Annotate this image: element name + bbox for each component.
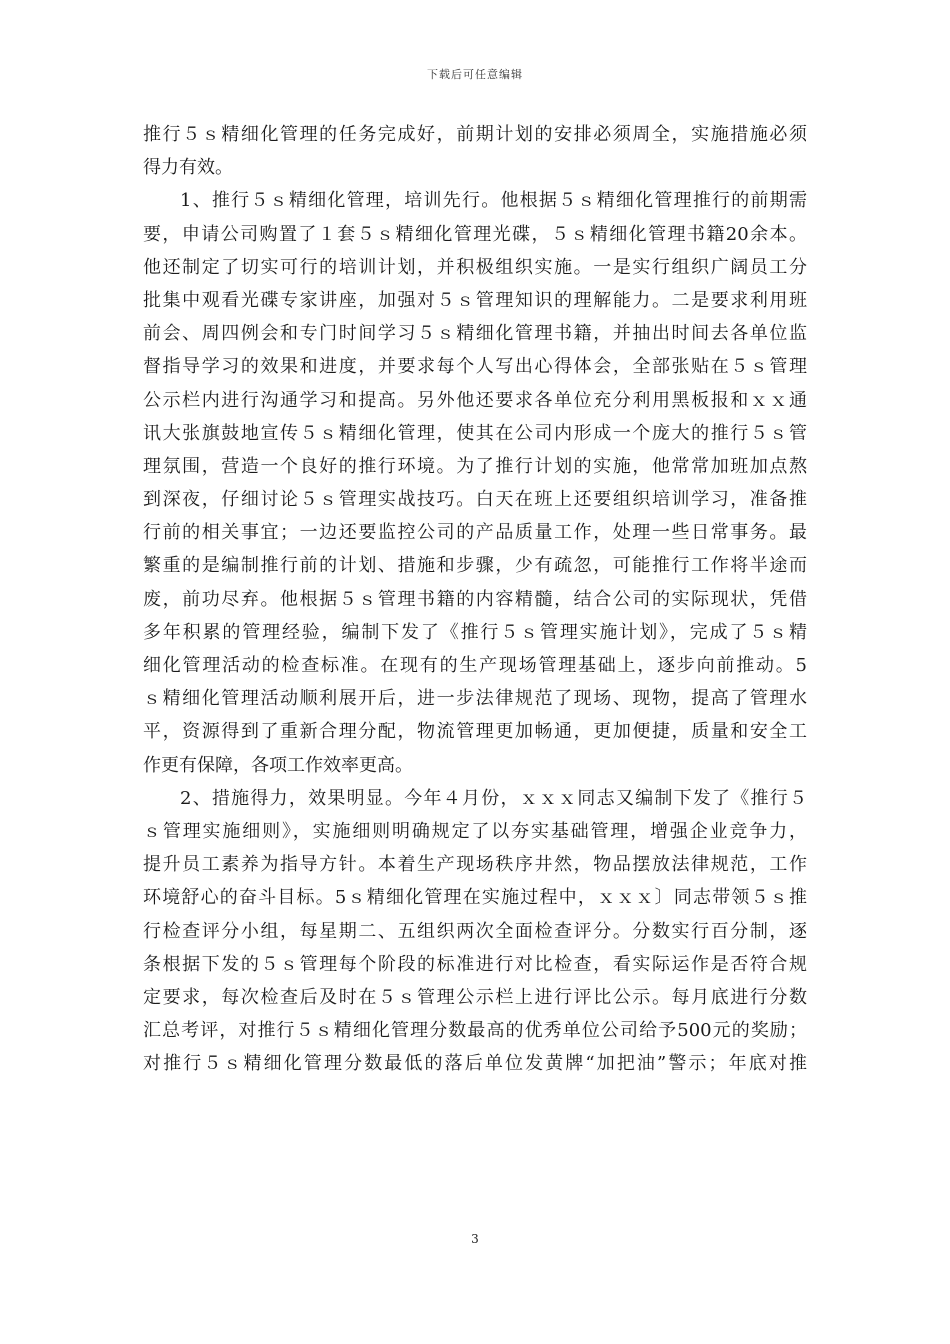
paragraph	[143, 118, 807, 184]
text-line: 平，资源得到了重新合理分配，物流管理更加畅通，更加便捷，质量和安全工	[143, 721, 807, 743]
text-line: 到深夜，仔细讨论５ｓ管理实战技巧。白天在班上还要组织培训学习，准备推	[143, 489, 807, 511]
page-number: 3	[471, 1232, 479, 1246]
text-line: 讯大张旗鼓地宣传５ｓ精细化管理，使其在公司内形成一个庞大的推行５ｓ管	[143, 422, 807, 444]
text-line: 作更有保障，各项工作效率更高。	[143, 754, 413, 776]
text-line: 公示栏内进行沟通学习和提高。另外他还要求各单位充分利用黑板报和ｘｘ通	[143, 389, 807, 411]
text-line: 前会、周四例会和专门时间学习５ｓ精细化管理书籍，并抽出时间去各单位监	[143, 323, 807, 345]
text-line: 汇总考评，对推行５ｓ精细化管理分数最高的优秀单位公司给予500元的奖励；	[143, 1020, 807, 1042]
document-body	[143, 118, 807, 1080]
text-line: 定要求，每次检查后及时在５ｓ管理公示栏上进行评比公示。每月底进行分数	[143, 986, 807, 1008]
text-line: 废，前功尽弃。他根据５ｓ管理书籍的内容精髓，结合公司的实际现状，凭借	[143, 588, 807, 610]
text-line: ｓ精细化管理活动顺利展开后，进一步法律规范了现场、现物，提高了管理水	[143, 688, 807, 710]
text-line: 行前的相关事宜；一边还要监控公司的产品质量工作，处理一些日常事务。最	[143, 522, 807, 544]
text-line: 要，申请公司购置了１套５ｓ精细化管理光碟，５ｓ精细化管理书籍20余本。	[143, 223, 807, 245]
text-line: 对推行５ｓ精细化管理分数最低的落后单位发黄牌“加把油”警示；年底对推	[143, 1053, 807, 1075]
text-line: 推行５ｓ精细化管理的任务完成好，前期计划的安排必须周全，实施措施必须	[143, 124, 807, 145]
page-header: 下载后可任意编辑	[427, 68, 523, 81]
text-line: 环境舒心的奋斗目标。5ｓ精细化管理在实施过程中，ｘｘｘ〕同志带领５ｓ推	[143, 887, 807, 909]
text-line: 督指导学习的效果和进度，并要求每个人写出心得体会，全部张贴在５ｓ管理	[143, 356, 807, 378]
text-line: 提升员工素养为指导方针。本着生产现场秩序井然，物品摆放法律规范，工作	[143, 854, 807, 876]
text-line: 细化管理活动的检查标准。在现有的生产现场管理基础上，逐步向前推动。5	[143, 655, 807, 676]
text-line: 2、措施得力，效果明显。今年４月份，ｘｘｘ同志又编制下发了《推行５	[180, 787, 807, 809]
text-line: 理氛围，营造一个良好的推行环境。为了推行计划的实施，他常常加班加点熬	[143, 455, 807, 477]
text-line: 1、推行５ｓ精细化管理，培训先行。他根据５ｓ精细化管理推行的前期需	[180, 190, 807, 212]
paragraph	[143, 184, 807, 781]
text-line: 行检查评分小组，每星期二、五组织两次全面检查评分。分数实行百分制，逐	[143, 920, 807, 942]
text-line: 得力有效。	[143, 157, 233, 179]
text-line: 多年积累的管理经验，编制下发了《推行５ｓ管理实施计划》，完成了５ｓ精	[143, 621, 807, 643]
paragraph	[143, 782, 807, 1081]
text-line: 他还制定了切实可行的培训计划，并积极组织实施。一是实行组织广阔员工分	[143, 256, 807, 278]
text-line: 繁重的是编制推行前的计划、措施和步骤，少有疏忽，可能推行工作将半途而	[143, 555, 807, 577]
text-line: 条根据下发的５ｓ管理每个阶段的标准进行对比检查，看实际运作是否符合规	[143, 953, 807, 975]
text-line: 批集中观看光碟专家讲座，加强对５ｓ管理知识的理解能力。二是要求利用班	[143, 289, 807, 311]
text-line: ｓ管理实施细则》，实施细则明确规定了以夯实基础管理，增强企业竞争力，	[143, 820, 807, 842]
